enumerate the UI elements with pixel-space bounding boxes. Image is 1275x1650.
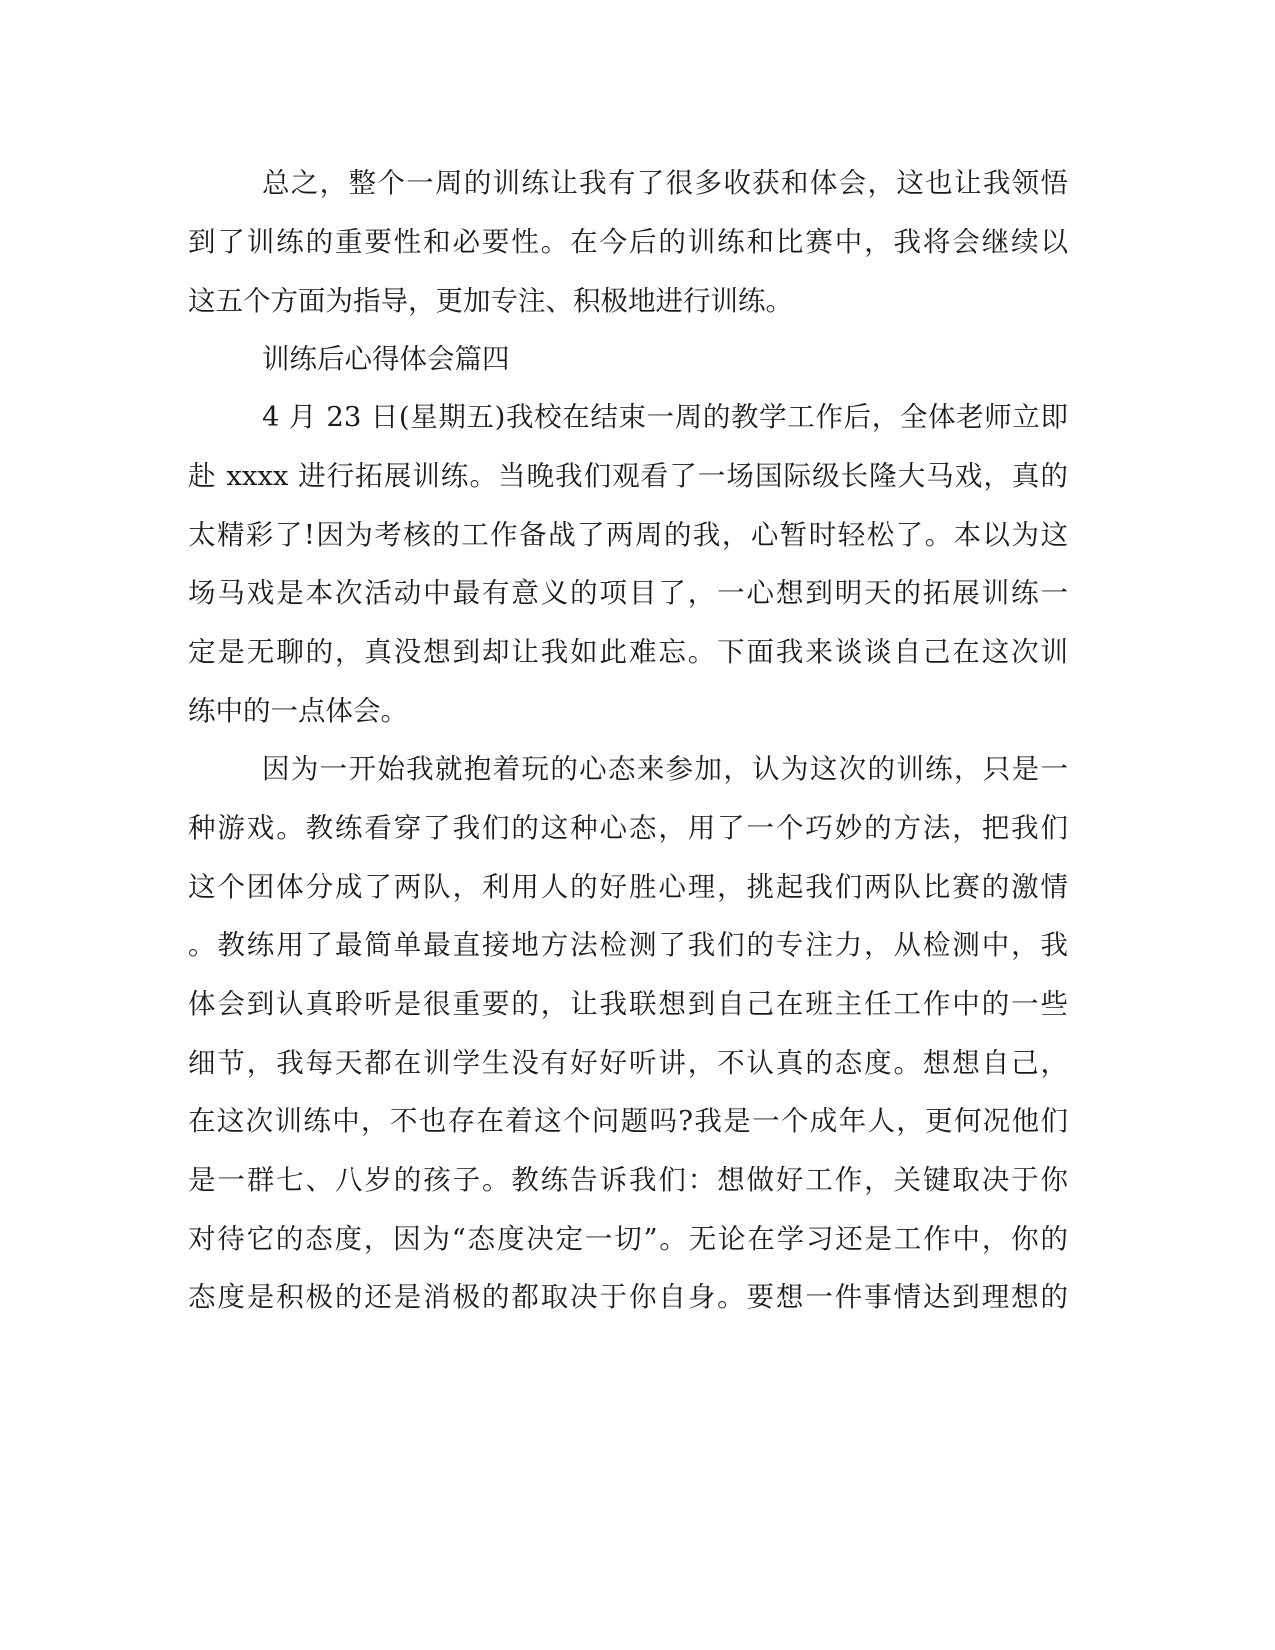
paragraph-3-line-2: 种游戏。教练看穿了我们的这种心态，用了一个巧妙的方法，把我们 [188, 812, 1068, 844]
paragraph-1-line-1: 总之，整个一周的训练让我有了很多收获和体会，这也让我领悟 [262, 167, 1068, 199]
paragraph-3-line-8: 是一群七、八岁的孩子。教练告诉我们：想做好工作，关键取决于你 [188, 1164, 1068, 1196]
paragraph-1-line-2: 到了训练的重要性和必要性。在今后的训练和比赛中，我将会继续以 [188, 226, 1068, 258]
paragraph-2-line-6: 练中的一点体会。 [188, 695, 408, 727]
paragraph-3-line-3: 这个团体分成了两队，利用人的好胜心理，挑起我们两队比赛的激情 [188, 871, 1068, 903]
paragraph-3-line-9: 对待它的态度，因为“态度决定一切”。无论在学习还是工作中，你的 [188, 1223, 1068, 1255]
paragraph-2-line-3: 太精彩了!因为考核的工作备战了两周的我，心暂时轻松了。本以为这 [188, 519, 1068, 551]
paragraph-3-line-4: 。教练用了最简单最直接地方法检测了我们的专注力，从检测中，我 [188, 929, 1068, 961]
paragraph-3-line-10: 态度是积极的还是消极的都取决于你自身。要想一件事情达到理想的 [188, 1281, 1068, 1313]
paragraph-3-line-7: 在这次训练中，不也存在着这个问题吗?我是一个成年人，更何况他们 [188, 1105, 1068, 1137]
paragraph-2-line-4: 场马戏是本次活动中最有意义的项目了，一心想到明天的拓展训练一 [188, 577, 1068, 609]
paragraph-2-line-5: 定是无聊的，真没想到却让我如此难忘。下面我来谈谈自己在这次训 [188, 636, 1068, 668]
paragraph-3-line-6: 细节，我每天都在训学生没有好好听讲，不认真的态度。想想自己， [188, 1047, 1068, 1079]
section-heading: 训练后心得体会篇四 [262, 343, 510, 375]
paragraph-3-line-5: 体会到认真聆听是很重要的，让我联想到自己在班主任工作中的一些 [188, 988, 1068, 1020]
paragraph-2-line-2: 赴 xxxx 进行拓展训练。当晚我们观看了一场国际级长隆大马戏，真的 [188, 460, 1068, 492]
paragraph-3-line-1: 因为一开始我就抱着玩的心态来参加，认为这次的训练，只是一 [262, 753, 1068, 785]
paragraph-2-line-1: 4 月 23 日(星期五)我校在结束一周的教学工作后，全体老师立即 [262, 401, 1068, 433]
paragraph-1-line-3: 这五个方面为指导，更加专注、积极地进行训练。 [188, 285, 793, 317]
